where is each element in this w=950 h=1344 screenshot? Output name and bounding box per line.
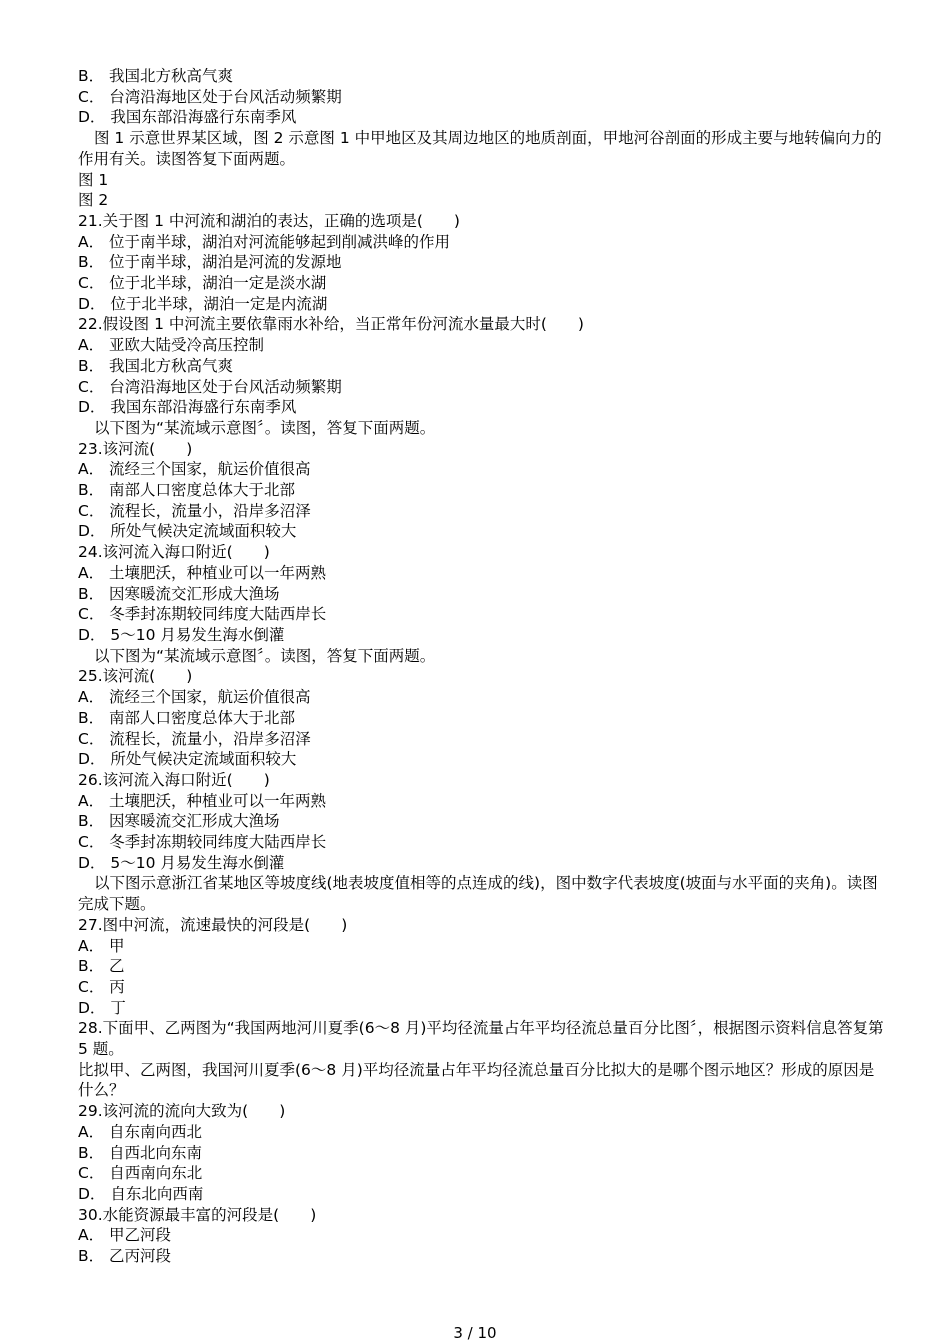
option-line: B． 乙 xyxy=(78,957,125,976)
option-line: C． 台湾沿海地区处于台风活动频繁期 xyxy=(78,87,342,106)
option-line: A． 甲乙河段 xyxy=(78,1226,172,1245)
document-body xyxy=(78,66,889,1267)
question-line: 28.下面甲、乙两图为“我国两地河川夏季(6～8 月)平均径流量占年平均径流总量百分比图〞，根据图示资料信息答复第 5 题。 xyxy=(78,1019,889,1059)
option-line: C． 流程长，流量小，沿岸多沼泽 xyxy=(78,729,311,748)
option-line: D． 丁 xyxy=(78,998,126,1017)
question-line: 30.水能资源最丰富的河段是( ) xyxy=(78,1205,317,1224)
option-line: C． 丙 xyxy=(78,977,125,996)
instruction-paragraph: 以下图为“某流域示意图〞。读图，答复下面两题。 xyxy=(94,646,436,665)
option-line: B． 南部人口密度总体大于北部 xyxy=(78,708,296,727)
question-line: 29.该河流的流向大致为( ) xyxy=(78,1102,286,1121)
question-line: 22.假设图 1 中河流主要依靠雨水补给，当正常年份河流水量最大时( ) xyxy=(78,315,584,334)
option-line: C． 台湾沿海地区处于台风活动频繁期 xyxy=(78,377,342,396)
option-line: A． 甲 xyxy=(78,936,125,955)
option-line: B． 自西北向东南 xyxy=(78,1143,203,1162)
option-line: D． 所处气候决定流域面积较大 xyxy=(78,522,297,541)
option-line: B． 我国北方秋高气爽 xyxy=(78,67,234,85)
instruction-paragraph: 以下图示意浙江省某地区等坡度线(地表坡度值相等的点连成的线)，图中数字代表坡度(坡面与水平面的夹角)。读图完成下题。 xyxy=(78,874,878,914)
option-line: D． 自东北向西南 xyxy=(78,1184,204,1203)
option-line: B． 因寒暖流交汇形成大渔场 xyxy=(78,812,280,831)
option-line: A． 土壤肥沃，种植业可以一年两熟 xyxy=(78,563,327,582)
option-line: 图 2 xyxy=(78,191,109,210)
option-line: 比拟甲、乙两图，我国河川夏季(6～8 月)平均径流量占年平均径流总量百分比拟大的是哪个图示地区？形成的原因是什么？ xyxy=(78,1060,875,1100)
option-line: B． 我国北方秋高气爽 xyxy=(78,356,234,375)
option-line: C． 冬季封冻期较同纬度大陆西岸长 xyxy=(78,605,327,624)
option-line: D． 我国东部沿海盛行东南季风 xyxy=(78,398,297,417)
option-line: A． 亚欧大陆受冷高压控制 xyxy=(78,336,265,355)
option-line: A． 土壤肥沃，种植业可以一年两熟 xyxy=(78,791,327,810)
page-number: 3 / 10 xyxy=(453,1324,497,1342)
option-line: B． 南部人口密度总体大于北部 xyxy=(78,481,296,500)
question-line: 24.该河流入海口附近( ) xyxy=(78,543,270,562)
question-line: 26.该河流入海口附近( ) xyxy=(78,770,270,789)
option-line: A． 流经三个国家，航运价值很高 xyxy=(78,460,311,479)
question-line: 25.该河流( ) xyxy=(78,667,193,686)
instruction-paragraph: 以下图为“某流域示意图〞。读图，答复下面两题。 xyxy=(94,418,436,437)
option-line: A． 自东南向西北 xyxy=(78,1122,203,1141)
question-line: 27.图中河流，流速最快的河段是( ) xyxy=(78,915,348,934)
option-line: D． 5～10 月易发生海水倒灌 xyxy=(78,853,285,872)
option-line: B． 位于南半球，湖泊是河流的发源地 xyxy=(78,253,342,272)
option-line: A． 位于南半球，湖泊对河流能够起到削减洪峰的作用 xyxy=(78,232,451,251)
option-line: D． 位于北半球，湖泊一定是内流湖 xyxy=(78,294,328,313)
question-line: 21.关于图 1 中河流和湖泊的表达，正确的选项是( ) xyxy=(78,211,460,230)
option-line: B． 乙丙河段 xyxy=(78,1247,172,1266)
option-line: C． 冬季封冻期较同纬度大陆西岸长 xyxy=(78,833,327,852)
option-line: C． 位于北半球，湖泊一定是淡水湖 xyxy=(78,274,327,293)
option-line: C． 流程长，流量小，沿岸多沼泽 xyxy=(78,501,311,520)
option-line: 图 1 xyxy=(78,170,109,189)
option-line: C． 自西南向东北 xyxy=(78,1164,203,1183)
option-line: A． 流经三个国家，航运价值很高 xyxy=(78,688,311,707)
option-line: D． 5～10 月易发生海水倒灌 xyxy=(78,625,285,644)
question-line: 23.该河流( ) xyxy=(78,439,193,458)
option-line: D． 我国东部沿海盛行东南季风 xyxy=(78,108,297,127)
instruction-paragraph: 图 1 示意世界某区域，图 2 示意图 1 中甲地区及其周边地区的地质剖面，甲地河谷剖面的形成主要与地转偏向力的作用有关。读图答复下面两题。 xyxy=(78,129,882,168)
option-line: D． 所处气候决定流域面积较大 xyxy=(78,750,297,769)
option-line: B． 因寒暖流交汇形成大渔场 xyxy=(78,584,280,603)
